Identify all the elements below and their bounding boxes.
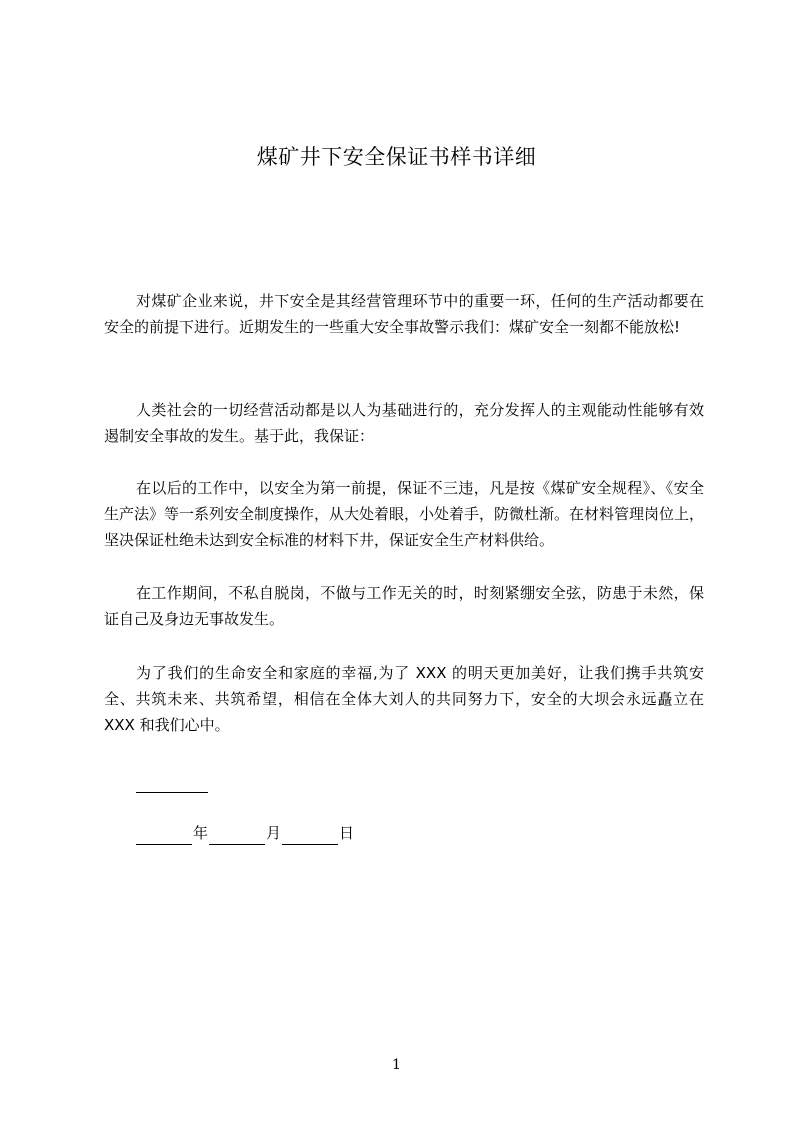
page-number: 1 [392,1057,401,1073]
date-line [136,821,355,845]
year-blank [136,826,192,845]
year-label: 年 [193,824,209,842]
month-label: 月 [266,824,282,842]
paragraph-work-rules: 在以后的工作中，以安全为第一前提，保证不三违，凡是按《煤矿安全规程》、《安全生产法》等一系列安全制度操作，从大处着眼，小处着手，防微杜渐。在材料管理岗位上，坚决保证杜绝未达到安全标准的材料下井，保证安全生产材料供给。 [104,479,705,549]
paragraph-commitment: 人类社会的一切经营活动都是以人为基础进行的，充分发挥人的主观能动性能够有效遏制安全事故的发生。基于此，我保证： [104,401,704,445]
paragraph-intro: 对煤矿企业来说，井下安全是其经营管理环节中的重要一环，任何的生产活动都要在安全的前提下进行。近期发生的一些重大安全事故警示我们：煤矿安全一刻都不能放松! [104,292,704,336]
day-blank [282,826,338,845]
document-title: 煤矿井下安全保证书样书详细 [256,145,537,169]
paragraph-closing: 为了我们的生命安全和家庭的幸福,为了 XXX 的明天更加美好，让我们携手共筑安全、共筑未来、共筑希望，相信在全体大刘人的共同努力下，安全的大坝会永远矗立在 XXX 和我们心中。 [104,664,704,734]
day-label: 日 [339,824,355,842]
paragraph-duty-period: 在工作期间，不私自脱岗，不做与工作无关的时，时刻紧绷安全弦，防患于未然，保证自己及身边无事故发生。 [104,584,704,628]
signature-blank-line [136,778,208,793]
month-blank [209,826,265,845]
